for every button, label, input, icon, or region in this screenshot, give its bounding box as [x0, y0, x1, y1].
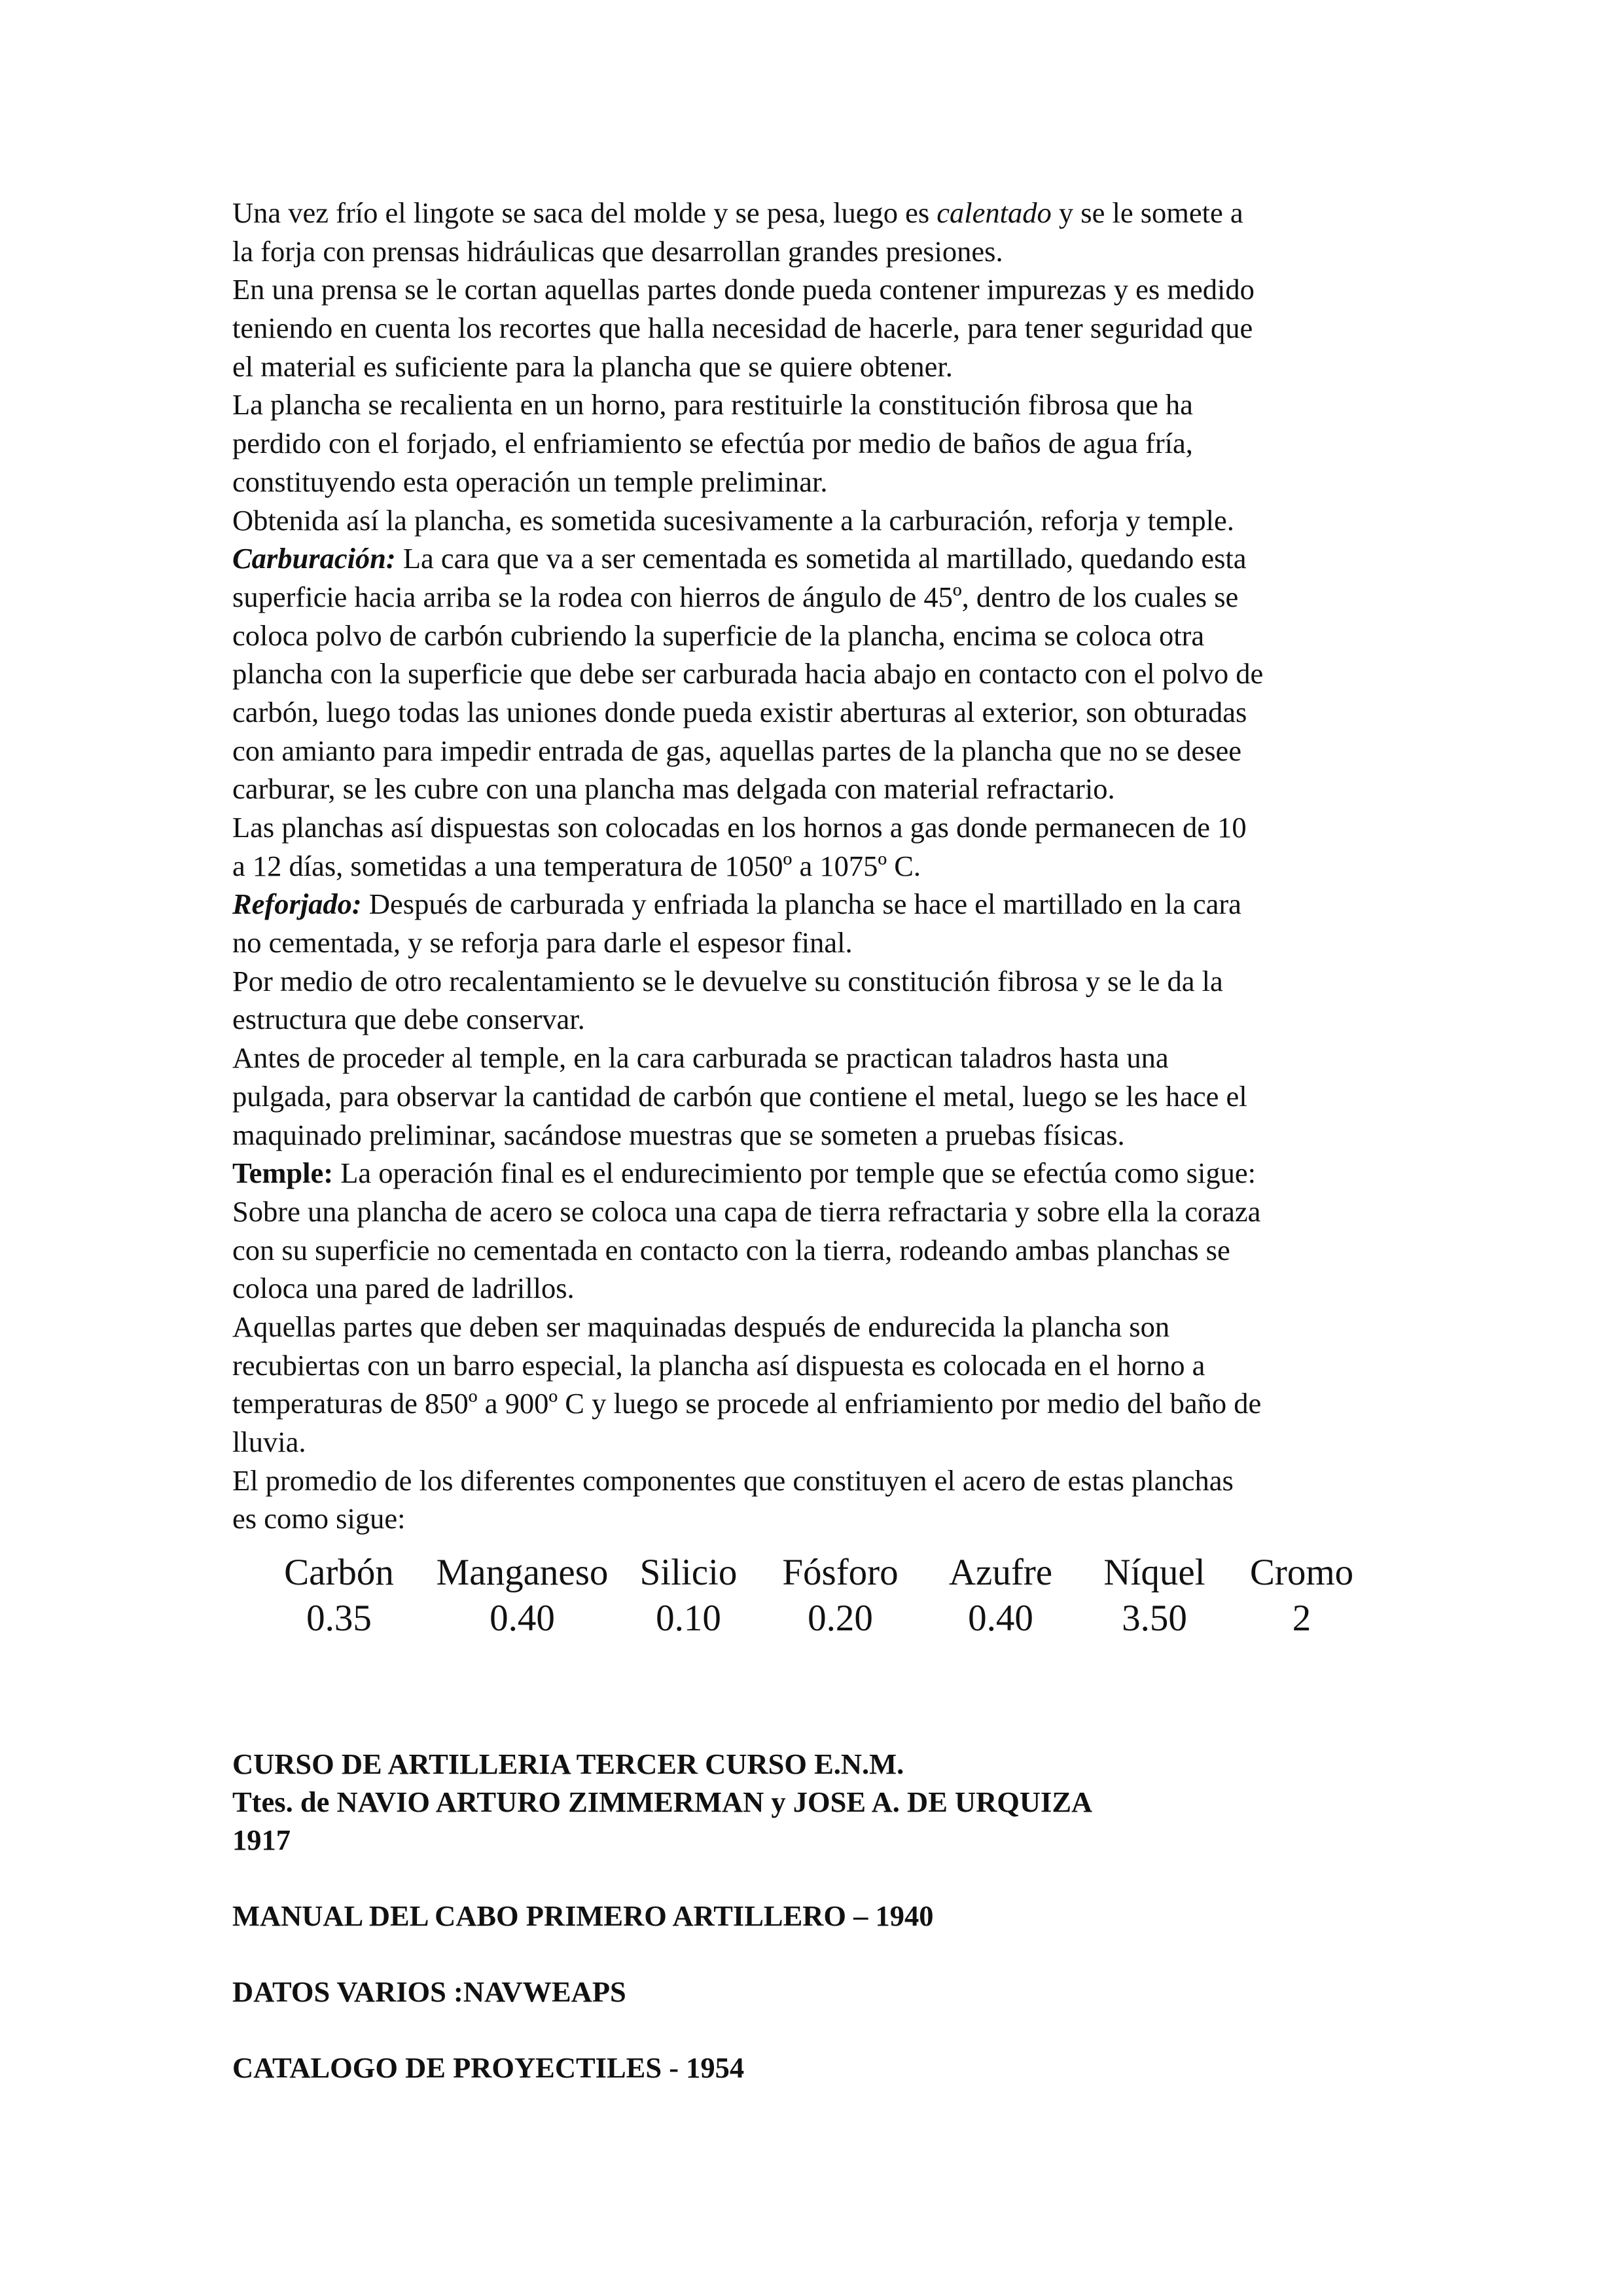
text-run: carburar, se les cubre con una plancha mas delgada con material refractario.: [232, 772, 1115, 806]
text-run: Una vez frío el lingote se saca del molde y se pesa, luego es: [232, 196, 937, 229]
text-run: La cara que va a ser cementada es sometida al martillado, quedando esta: [395, 542, 1247, 575]
text-run: la forja con prensas hidráulicas que desarrollan grandes presiones.: [232, 234, 1003, 268]
value-nickel: 3.50: [1122, 1598, 1187, 1639]
header-sulfur: Azufre: [948, 1552, 1053, 1593]
header-carbon: Carbón: [284, 1552, 394, 1593]
header-nickel: Níquel: [1103, 1552, 1205, 1593]
text-run: La plancha se recalienta en un horno, para restituirle la constitución fibrosa que ha: [232, 388, 1193, 422]
text-run: Por medio de otro recalentamiento se le devuelve su constitución fibrosa y se le da la: [232, 964, 1223, 997]
text-run: superficie hacia arriba se la rodea con hierros de ángulo de 45º, dentro de los cuales se: [232, 580, 1239, 613]
text-line: [232, 847, 1410, 886]
reference-line: CURSO DE ARTILLERIA TERCER CURSO E.N.M.: [232, 1748, 904, 1780]
header-chromium: Cromo: [1249, 1552, 1354, 1593]
text-run: En una prensa se le cortan aquellas partes donde pueda contener impurezas y es medido: [232, 273, 1255, 306]
text-line: [232, 693, 1410, 732]
text-run: es como sigue:: [232, 1502, 406, 1535]
reference-line: Ttes. de NAVIO ARTURO ZIMMERMAN y JOSE A. DE URQUIZA: [232, 1785, 1093, 1818]
text-run: Aquellas partes que deben ser maquinadas después de endurecida la plancha son: [232, 1310, 1170, 1343]
text-run: plancha con la superficie que debe ser carburada hacia abajo en contacto con el polvo de: [232, 657, 1264, 691]
composition-value-row: [249, 1596, 1377, 1641]
text-run: pulgada, para observar la cantidad de carbón que contiene el metal, luego se les hace el: [232, 1079, 1247, 1113]
reference-line: MANUAL DEL CABO PRIMERO ARTILLERO – 1940: [232, 1899, 934, 1932]
section-label: Reforjado:: [232, 888, 362, 921]
text-line: [232, 463, 1410, 501]
section-label: Temple:: [232, 1157, 334, 1190]
text-line: [232, 1499, 1410, 1538]
text-line: [232, 539, 1410, 578]
emphasis-text: calentado: [936, 196, 1052, 229]
text-line: [232, 309, 1410, 348]
value-sulfur: 0.40: [968, 1598, 1033, 1639]
text-line: [232, 655, 1410, 693]
text-run: Antes de proceder al temple, en la cara carburada se practican taladros hasta una: [232, 1041, 1169, 1075]
steel-composition-table: [249, 1550, 1394, 1641]
text-line: [232, 1231, 1410, 1270]
text-line: [232, 732, 1410, 770]
text-line: [232, 962, 1410, 1001]
body-text: [232, 194, 1410, 1538]
spacer: [232, 1859, 1410, 1897]
text-run: carbón, luego todas las uniones donde pueda existir aberturas al exterior, son obturadas: [232, 695, 1247, 728]
text-line: [232, 885, 1410, 924]
text-line: [232, 1039, 1410, 1077]
text-line: [232, 808, 1410, 847]
text-line: [232, 924, 1410, 962]
text-line: [232, 1384, 1410, 1423]
text-line: [232, 1346, 1410, 1385]
spacer: [232, 2011, 1410, 2049]
text-run: recubiertas con un barro especial, la plancha así dispuesta es colocada en el horno a: [232, 1348, 1205, 1382]
text-line: [232, 1423, 1410, 1462]
reference-line: CATALOGO DE PROYECTILES - 1954: [232, 2051, 745, 2084]
text-run: el material es suficiente para la plancha que se quiere obtener.: [232, 350, 953, 383]
text-run: a 12 días, sometidas a una temperatura de 1050º a 1075º C.: [232, 849, 921, 882]
section-label: Carburación:: [232, 542, 396, 575]
text-run: Sobre una plancha de acero se coloca una capa de tierra refractaria y sobre ella la coraza: [232, 1194, 1261, 1228]
text-run: La operación final es el endurecimiento por temple que se efectúa como sigue:: [333, 1157, 1256, 1190]
text-line: [232, 1462, 1410, 1500]
text-line: [232, 1154, 1410, 1193]
text-line: [232, 424, 1410, 463]
text-line: [232, 194, 1410, 232]
reference-line: DATOS VARIOS :NAVWEAPS: [232, 1975, 626, 2008]
text-run: El promedio de los diferentes componentes que constituyen el acero de estas planchas: [232, 1463, 1234, 1497]
text-run: no cementada, y se reforja para darle el espesor final.: [232, 926, 853, 960]
value-silicon: 0.10: [656, 1598, 721, 1639]
text-line: [232, 578, 1410, 617]
text-run: temperaturas de 850º a 900º C y luego se procede al enfriamiento por medio del baño de: [232, 1387, 1262, 1420]
header-silicon: Silicio: [639, 1552, 738, 1593]
text-line: [232, 770, 1410, 808]
value-phosphorus: 0.20: [808, 1598, 873, 1639]
text-run: con amianto para impedir entrada de gas, aquellas partes de la plancha que no se desee: [232, 734, 1242, 767]
header-manganese: Manganeso: [436, 1552, 609, 1593]
text-run: maquinado preliminar, sacándose muestras que se someten a pruebas físicas.: [232, 1118, 1125, 1151]
value-manganese: 0.40: [490, 1598, 555, 1639]
text-run: Después de carburada y enfriada la plancha se hace el martillado en la cara: [361, 888, 1241, 921]
text-line: [232, 348, 1410, 386]
text-line: [232, 232, 1410, 271]
text-line: [232, 1308, 1410, 1346]
text-line: [232, 1193, 1410, 1231]
spacer: [232, 1935, 1410, 1973]
text-line: [232, 617, 1410, 655]
text-run: constituyendo esta operación un temple preliminar.: [232, 465, 828, 498]
text-run: Las planchas así dispuestas son colocadas en los hornos a gas donde permanecen de 10: [232, 811, 1247, 844]
text-run: teniendo en cuenta los recortes que halla necesidad de hacerle, para tener seguridad que: [232, 312, 1253, 345]
reference-line: 1917: [232, 1823, 291, 1856]
text-run: perdido con el forjado, el enfriamiento se efectúa por medio de baños de agua fría,: [232, 427, 1193, 460]
text-run: y se le somete a: [1051, 196, 1243, 229]
bibliography: [232, 1745, 1410, 2087]
text-run: coloca una pared de ladrillos.: [232, 1272, 575, 1305]
text-line: [232, 1116, 1410, 1155]
text-run: estructura que debe conservar.: [232, 1003, 585, 1036]
text-line: [232, 1269, 1410, 1308]
text-line: [232, 270, 1410, 309]
text-run: Obtenida así la plancha, es sometida sucesivamente a la carburación, reforja y temple.: [232, 503, 1234, 537]
value-chromium: 2: [1292, 1598, 1311, 1639]
text-run: lluvia.: [232, 1426, 306, 1458]
text-run: coloca polvo de carbón cubriendo la superficie de la plancha, encima se coloca otra: [232, 619, 1205, 652]
text-line: [232, 1000, 1410, 1039]
text-run: con su superficie no cementada en contacto con la tierra, rodeando ambas planchas se: [232, 1233, 1230, 1266]
value-carbon: 0.35: [306, 1598, 372, 1639]
text-line: [232, 501, 1410, 540]
header-phosphorus: Fósforo: [782, 1552, 899, 1593]
text-line: [232, 386, 1410, 424]
composition-header-row: [249, 1550, 1377, 1596]
text-line: [232, 1077, 1410, 1116]
